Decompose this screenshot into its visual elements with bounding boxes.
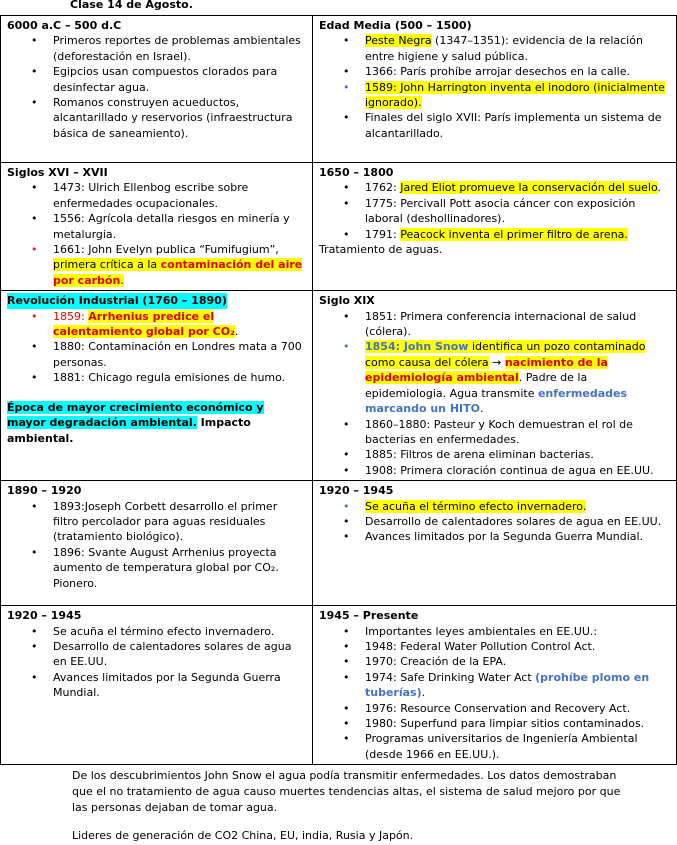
highlight: Peacock inventa el primer filtro de arena.: [400, 227, 628, 241]
text: 1661: John Evelyn publica “Fumifugium”,: [53, 243, 279, 257]
list-item: • Primeros reportes de problemas ambientales (deforestación en Israel).: [53, 33, 306, 64]
cell-antiquity: [1, 16, 313, 163]
cell-1945-present: [313, 606, 677, 765]
list-item: • 1556: Agrícola detalla riesgos en minería y metalurgia.: [53, 211, 306, 242]
cell-industrial-revolution: [1, 291, 313, 481]
list-item: • 1885: Filtros de arena eliminan bacterias.: [365, 447, 670, 462]
list-item: • 1775: Percivall Pott asocia cáncer con exposición laboral (deshollinadores).: [365, 196, 670, 227]
list-item: • 1880: Contaminación en Londres mata a 700 personas.: [53, 339, 306, 370]
list-item: • Importantes leyes ambientales en EE.UU.:: [365, 624, 670, 639]
cell-heading: 1945 – Presente: [319, 609, 419, 623]
cell-heading: 1920 – 1945: [7, 609, 82, 623]
list-item: • 1893:Joseph Corbett desarrollo el primer filtro percolador para aguas residuales (tratamiento biológico).: [53, 499, 306, 545]
cell-1890-1920: [1, 481, 313, 606]
text: .: [480, 402, 484, 416]
list-item: [53, 309, 306, 340]
list-item: [365, 80, 670, 111]
cell-1920-1945-left: [1, 606, 313, 765]
highlight: Jared Eliot promueve la conservación del suelo: [400, 181, 658, 195]
text: →: [488, 355, 505, 369]
list-item: [365, 33, 670, 64]
text: 1859:: [53, 309, 89, 323]
cell-heading: 1890 – 1920: [7, 484, 82, 498]
note-paragraph: De los descubrimientos John Snow el agua podía transmitir enfermedades. Los datos demostraban que el no tratamiento de agua causo muertes tendencias altas, el sistema de salud mejoro por que las personas dejaban de tomar agua.: [72, 769, 621, 814]
text: .: [657, 181, 662, 195]
list-item: • 1896: Svante August Arrhenius proyecta aumento de temperatura global por CO₂. Pionero.: [53, 545, 306, 591]
list-item: • Programas universitarios de Ingeniería Ambiental (desde 1966 en EE.UU.).: [365, 731, 670, 762]
cell-19th-century: [313, 291, 677, 481]
cell-middle-ages: [313, 16, 677, 163]
cell-note: Tratamiento de aguas.: [319, 243, 443, 257]
cell-heading: 1650 – 1800: [319, 166, 394, 179]
list-item: [365, 499, 670, 514]
list-item: [365, 339, 670, 416]
emphasis: 1854: John Snow: [365, 340, 469, 354]
list-item: [365, 670, 670, 701]
list-item: • 1980: Superfund para limpiar sitios contaminados.: [365, 716, 670, 731]
emphasis: enfermedades marcando un HITO: [365, 386, 628, 416]
cell-heading: Revolución Industrial (1760 – 1890): [7, 294, 227, 308]
list-item: • Avances limitados por la Segunda Guerra Mundial.: [365, 529, 670, 544]
text: primera crítica a la: [53, 258, 161, 272]
page-title: Clase 14 de Agosto.: [70, 0, 193, 11]
list-item: [365, 180, 670, 195]
highlight: 1589: John Harrington inventa el inodoro (inicialmente ignorado).: [365, 80, 665, 110]
highlight: Se acuña el término efecto invernadero.: [365, 499, 587, 513]
text: (1347–1351): evidencia de la relación entre higiene y salud pública.: [365, 34, 643, 63]
cell-heading: Siglo XIX: [319, 294, 375, 308]
text: .: [120, 273, 124, 287]
text: identifica un pozo contaminado como causa del cólera: [365, 340, 646, 369]
cell-16-17-century: [1, 163, 313, 291]
cell-heading: 6000 a.C – 500 d.C: [7, 19, 122, 32]
list-item: • 1976: Resource Conservation and Recovery Act.: [365, 701, 670, 716]
cell-1650-1800: [313, 163, 677, 291]
text: 1974: Safe Drinking Water Act: [365, 670, 536, 684]
highlight: Arrhenius predice el calentamiento global por CO₂: [53, 309, 235, 339]
cell-heading: Edad Media (500 – 1500): [319, 19, 472, 32]
list-item: • 1908: Primera cloración continua de agua en EE.UU.: [365, 463, 670, 478]
list-item: [53, 242, 306, 288]
emphasis: (prohíbe plomo en tuberías): [365, 670, 650, 700]
note-paragraph: Lideres de generación de CO2 China, EU, india, Rusia y Japón.: [72, 829, 414, 842]
highlight: nacimiento de la epidemiología ambiental: [365, 355, 608, 385]
list-item: • Romanos construyen acueductos, alcantarillado y reservorios (infraestructura básica de saneamiento).: [53, 95, 306, 141]
cell-note: [7, 400, 306, 446]
cell-1920-1945-right: [313, 481, 677, 606]
list-item: • Desarrollo de calentadores solares de agua en EE.UU.: [53, 639, 306, 670]
text: . Padre de la epidemiologia. Agua transmite: [365, 371, 588, 400]
emphasis: contaminación del aire por carbón: [53, 258, 303, 287]
list-item: • Finales del siglo XVII: París implementa un sistema de alcantarillado.: [365, 110, 670, 141]
timeline-table: [0, 15, 677, 765]
list-item: • Egipcios usan compuestos clorados para desinfectar agua.: [53, 64, 306, 95]
highlight: [53, 258, 302, 286]
list-item: • 1366: París prohíbe arrojar desechos en la calle.: [365, 64, 670, 79]
list-item: • 1473: Ulrich Ellenbog escribe sobre enfermedades ocupacionales.: [53, 180, 306, 211]
list-item: • 1948: Federal Water Pollution Control Act.: [365, 639, 670, 654]
list-item: • Desarrollo de calentadores solares de agua en EE.UU.: [365, 514, 670, 529]
list-item: • Se acuña el término efecto invernadero.: [53, 624, 306, 639]
text: .: [234, 325, 239, 339]
list-item: • 1881: Chicago regula emisiones de humo.: [53, 370, 306, 385]
cell-heading: Siglos XVI – XVII: [7, 166, 108, 179]
text: .: [421, 686, 426, 700]
list-item: • 1851: Primera conferencia internacional de salud (cólera).: [365, 309, 670, 340]
text: 1791:: [365, 227, 401, 241]
list-item: • Avances limitados por la Segunda Guerra Mundial.: [53, 670, 306, 701]
text: 1762:: [365, 181, 401, 195]
text: Impacto ambiental.: [7, 416, 251, 445]
cell-heading: 1920 – 1945: [319, 484, 394, 498]
list-item: [365, 227, 670, 242]
list-item: • 1860–1880: Pasteur y Koch demuestran el rol de bacterias en enfermedades.: [365, 417, 670, 448]
list-item: • 1970: Creación de la EPA.: [365, 654, 670, 669]
highlight: Peste Negra: [365, 34, 432, 48]
highlight: Época de mayor crecimiento económico y mayor degradación ambiental.: [7, 400, 264, 430]
